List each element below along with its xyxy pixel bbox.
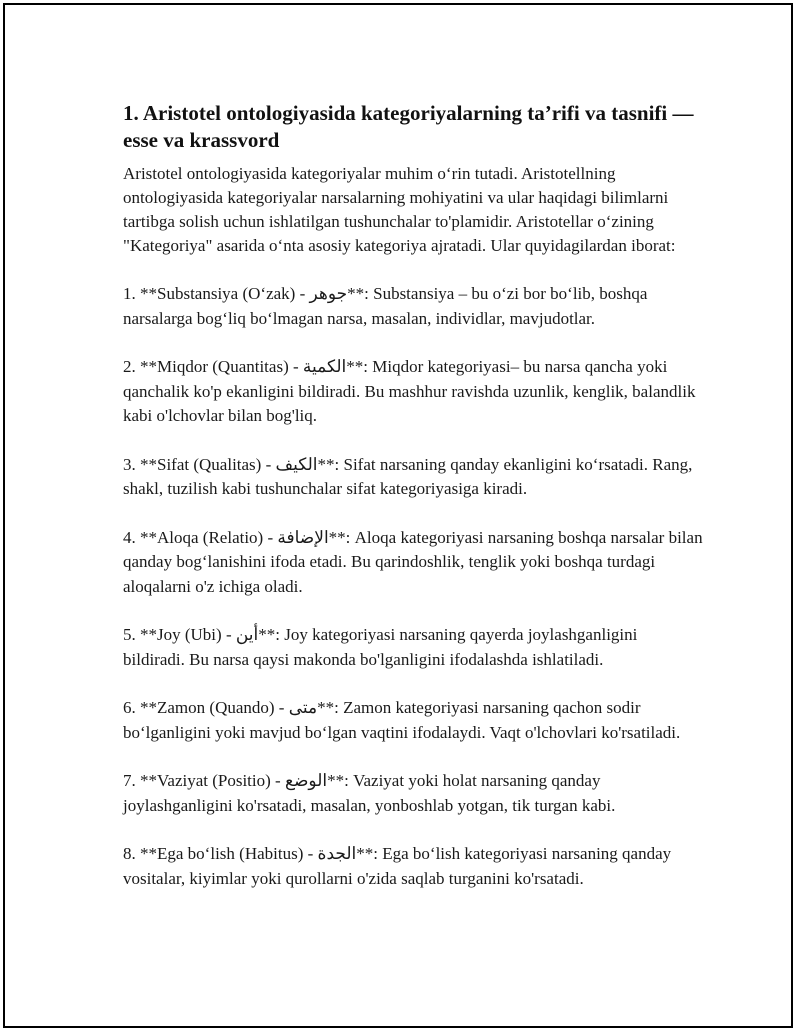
document-title: 1. Aristotel ontologiyasida kategoriyalarning ta’rifi va tasnifi — esse va krassvord xyxy=(123,101,694,152)
category-item-vaziyat: 7. **Vaziyat (Positio) - الوضع**: Vaziyat yoki holat narsaning qanday joylashganligini ko'rsatadi, masalan, yonboshlab yotgan, tik turgan kabi. xyxy=(123,771,616,815)
page-frame xyxy=(3,3,793,1028)
category-item-miqdor: 2. **Miqdor (Quantitas) - الكمية**: Miqdor kategoriyasi– bu narsa qancha yoki qanchalik ko'p ekanligini bildiradi. Bu mashhur ravishda uzunlik, kenglik, balandlik kabi o'lchovlar bilan bog'liq. xyxy=(123,357,696,425)
category-item-joy: 5. **Joy (Ubi) - أين**: Joy kategoriyasi narsaning qayerda joylashganligini bildiradi. Bu narsa qaysi makonda bo'lganligini ifodalashda ishlatiladi. xyxy=(123,625,638,669)
category-item-sifat: 3. **Sifat (Qualitas) - الكيف**: Sifat narsaning qanday ekanligini ko‘rsatadi. Rang, shakl, tuzilish kabi tushunchalar sifat kategoriyasiga kiradi. xyxy=(123,454,693,498)
document-body xyxy=(123,100,703,915)
category-item-aloqa: 4. **Aloqa (Relatio) - الإضافة**: Aloqa kategoriyasi narsaning boshqa narsalar bilan qanday bog‘lanishini ifoda etadi. Bu qarindoshlik, tenglik yoki boshqa turdagi aloqalarni o'z ichiga oladi. xyxy=(123,527,703,596)
category-item-substansiya: 1. **Substansiya (O‘zak) - جوهر**: Substansiya – bu o‘zi bor bo‘lib, boshqa narsalarga bog‘liq bo‘lmagan narsa, masalan, individlar, mavjudotlar. xyxy=(123,284,648,328)
category-item-ega-bolish: 8. **Ega bo‘lish (Habitus) - الجدة**: Ega bo‘lish kategoriyasi narsaning qanday vositalar, kiyimlar yoki qurollarni o'zida saqlab turganini ko'rsatadi. xyxy=(123,844,672,888)
intro-paragraph: Aristotel ontologiyasida kategoriyalar muhim o‘rin tutadi. Aristotellning ontologiyasida kategoriyalar narsalarning mohiyatini va ular haqidagi bilimlarni tartibga solish uchun ishlatilgan tushunchalar to'plamidir. Aristotellar o‘zining "Kategoriya" asarida o‘nta asosiy kategoriya ajratadi. Ular quyidagilardan iborat: xyxy=(123,164,676,255)
category-item-zamon: 6. **Zamon (Quando) - متى**: Zamon kategoriyasi narsaning qachon sodir bo‘lganligini yoki mavjud bo‘lgan vaqtini ifodalaydi. Vaqt o'lchovlari ko'rsatiladi. xyxy=(123,698,681,742)
